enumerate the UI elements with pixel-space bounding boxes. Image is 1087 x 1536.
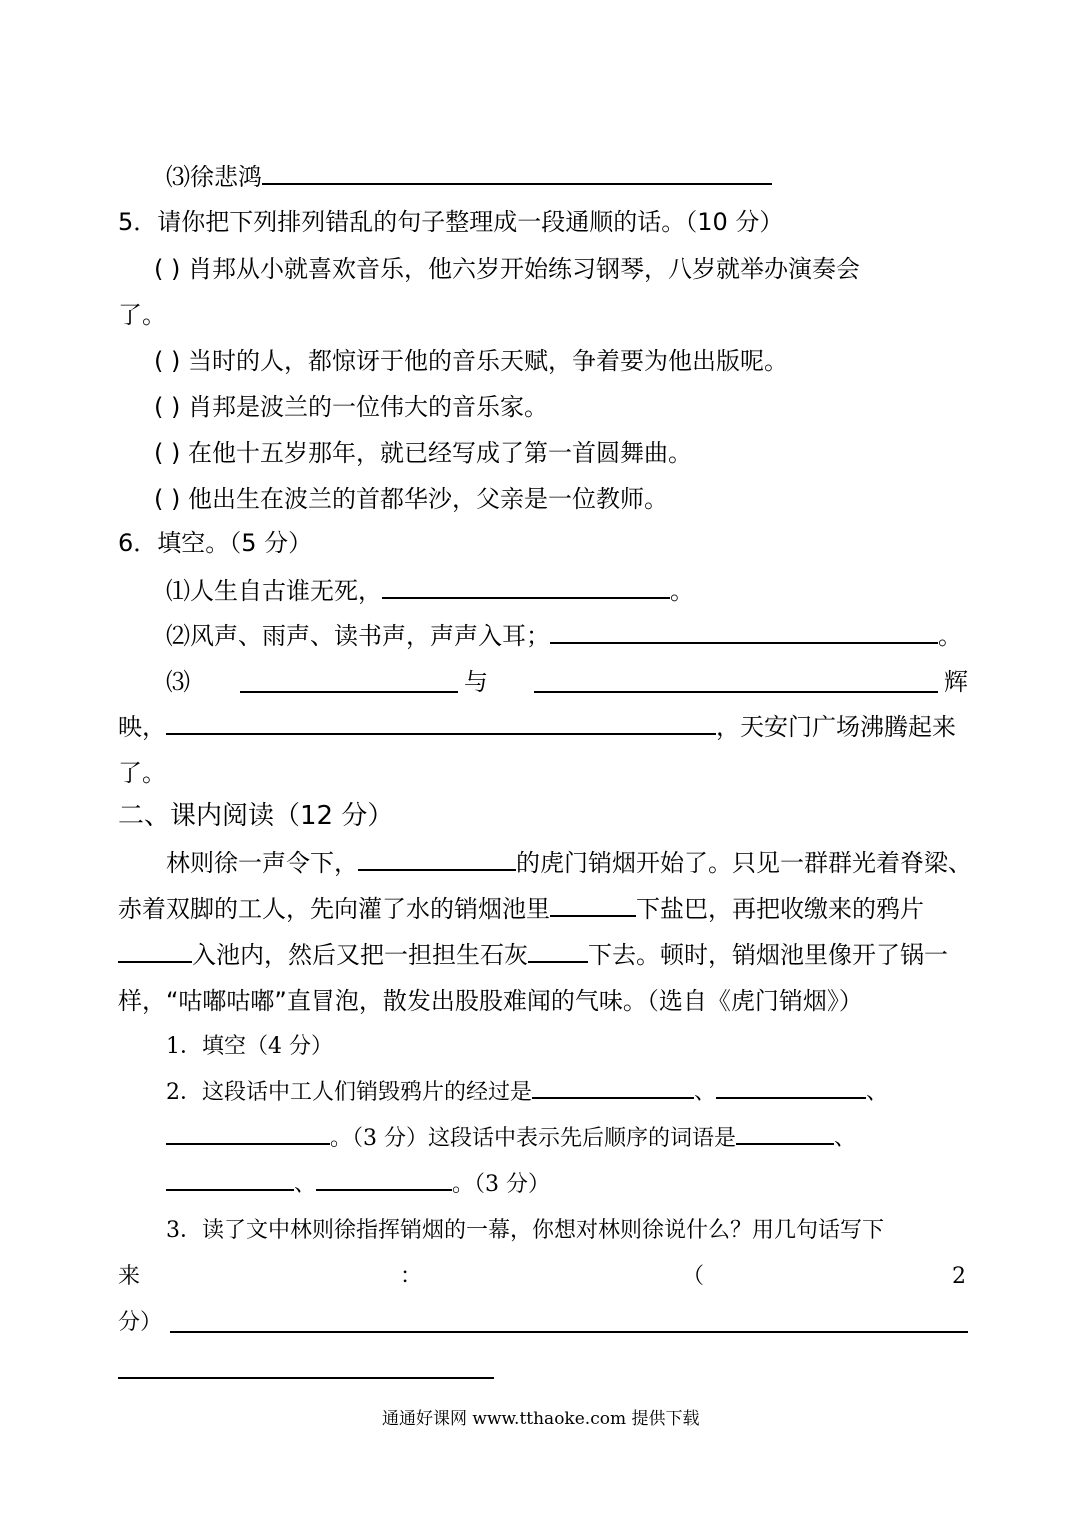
sentence-text: 当时的人，都惊讶于他的音乐天赋，争着要为他出版呢。	[188, 347, 788, 375]
reading-q2-line1	[166, 1078, 888, 1108]
q6-item-1	[166, 576, 694, 606]
answer-blank[interactable]	[550, 915, 636, 917]
q3-paren: （	[682, 1264, 705, 1289]
answer-blank[interactable]	[262, 183, 772, 185]
answer-blank[interactable]	[118, 961, 192, 963]
passage-text: 下去。顿时，销烟池里像开了锅一	[588, 941, 948, 969]
q6-item-3-end: 了。	[118, 759, 166, 787]
order-paren[interactable]: ( )	[154, 485, 181, 513]
q5-sentence-4	[154, 438, 692, 468]
comma: 、	[694, 1080, 717, 1105]
sentence-text: 肖邦是波兰的一位伟大的音乐家。	[188, 393, 548, 421]
q5-sentence-1-cont: 了。	[118, 301, 166, 329]
answer-blank[interactable]	[166, 1143, 330, 1145]
answer-blank[interactable]	[316, 1189, 452, 1191]
q5-sentence-2	[154, 346, 788, 376]
passage-line-4: 样，“咕嘟咕嘟”直冒泡，散发出股股难闻的气味。（选自《虎门销烟》）	[118, 987, 863, 1015]
passage-text: 下盐巴，再把收缴来的鸦片	[636, 895, 924, 923]
order-paren[interactable]: ( )	[154, 393, 181, 421]
comma: 、	[294, 1172, 317, 1197]
period: 。	[670, 577, 694, 605]
sentence-text: 在他十五岁那年，就已经写成了第一首圆舞曲。	[188, 439, 692, 467]
answer-blank[interactable]	[166, 1189, 294, 1191]
q2-text: 。（3 分）这段话中表示先后顺序的词语是	[330, 1126, 736, 1151]
section-heading: 二、课内阅读（12 分）	[118, 801, 394, 831]
answer-blank[interactable]	[382, 597, 670, 599]
q3-colon: ：	[400, 1264, 423, 1289]
order-paren[interactable]: ( )	[154, 439, 181, 467]
answer-blank[interactable]	[550, 642, 938, 644]
q5-title: 5．请你把下列排列错乱的句子整理成一段通顺的话。（10 分）	[118, 208, 784, 236]
ying-text: 映，	[118, 713, 166, 741]
q4-item-3-label: ⑶徐悲鸿	[166, 163, 262, 191]
reading-q2-line2	[166, 1124, 856, 1154]
comma: 、	[866, 1080, 889, 1105]
q2-text: 2．这段话中工人们销毁鸦片的经过是	[166, 1080, 532, 1105]
passage-text: 赤着双脚的工人，先向灌了水的销烟池里	[118, 895, 550, 923]
order-paren[interactable]: ( )	[154, 255, 181, 283]
passage-line-3	[118, 940, 948, 970]
passage-line-2	[118, 894, 924, 924]
answer-blank[interactable]	[166, 733, 716, 735]
q4-item-3	[166, 162, 772, 192]
order-paren[interactable]: ( )	[154, 347, 181, 375]
q6-item-3-number: ⑶	[166, 668, 190, 696]
passage-text: 林则徐一声令下，	[166, 849, 358, 877]
answer-blank[interactable]	[528, 961, 588, 963]
answer-blank[interactable]	[358, 869, 516, 871]
passage-text: 入池内，然后又把一担担生石灰	[192, 941, 528, 969]
reading-q2-line3	[166, 1170, 550, 1200]
answer-blank[interactable]	[716, 1097, 866, 1099]
q6-item-2-label: ⑵风声、雨声、读书声，声声入耳；	[166, 622, 550, 650]
reading-q3-line1: 3．读了文中林则徐指挥销烟的一幕，你想对林则徐说什么？用几句话写下	[166, 1218, 884, 1243]
comma: 、	[834, 1126, 857, 1151]
q5-sentence-5	[154, 484, 668, 514]
answer-blank[interactable]	[534, 691, 938, 693]
q6-title: 6．填空。（5 分）	[118, 529, 313, 557]
sentence-text: 他出生在波兰的首都华沙，父亲是一位教师。	[188, 485, 668, 513]
passage-line-1	[166, 848, 972, 878]
q5-sentence-1	[154, 254, 860, 284]
q6-item-2	[166, 621, 962, 651]
q6-item-3-hui: 辉	[944, 668, 968, 696]
answer-blank[interactable]	[240, 691, 458, 693]
q2-text: 。（3 分）	[452, 1172, 551, 1197]
q6-item-1-label: ⑴人生自古谁无死，	[166, 577, 382, 605]
q5-sentence-3	[154, 392, 548, 422]
answer-blank[interactable]	[736, 1143, 834, 1145]
q3-fen: 分）	[118, 1310, 163, 1335]
q6-item-3-tail: ，天安门广场沸腾起来	[716, 713, 956, 741]
footer-credit: 通通好课网 www.tthaoke.com 提供下载	[382, 1409, 700, 1429]
reading-q1: 1．填空（4 分）	[166, 1034, 333, 1059]
q6-item-3-line2	[118, 712, 956, 742]
q3-lai: 来	[118, 1264, 141, 1289]
sentence-text: 肖邦从小就喜欢音乐，他六岁开始练习钢琴，八岁就举办演奏会	[188, 255, 860, 283]
q6-item-3-yu: 与	[464, 668, 488, 696]
passage-text: 的虎门销烟开始了。只见一群群光着脊梁、	[516, 849, 972, 877]
q3-score: 2	[952, 1264, 966, 1289]
period: 。	[938, 622, 962, 650]
answer-line[interactable]	[118, 1377, 494, 1379]
answer-blank[interactable]	[532, 1097, 694, 1099]
answer-line[interactable]	[170, 1331, 968, 1333]
